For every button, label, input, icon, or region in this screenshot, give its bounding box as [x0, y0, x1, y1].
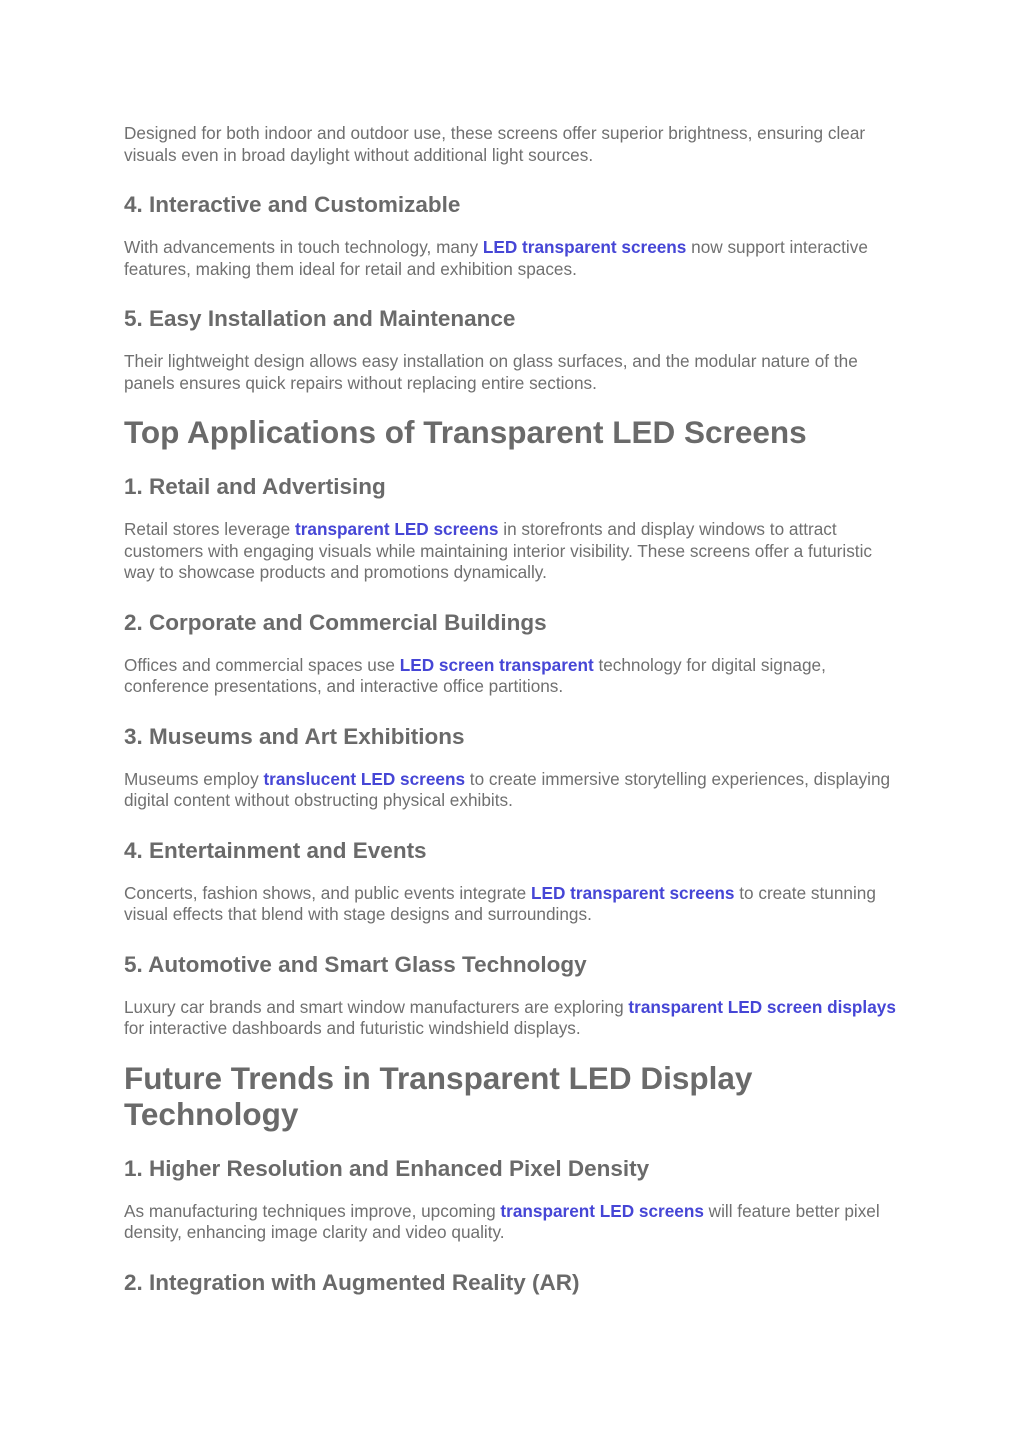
text-segment: Retail stores leverage: [124, 519, 291, 539]
text-segment: With advancements in touch technology, many: [124, 237, 479, 257]
heading-installation-maintenance: 5. Easy Installation and Maintenance: [124, 306, 516, 331]
link-transparent-led-screens[interactable]: transparent LED screens: [290, 519, 499, 539]
paragraph-brightness: Designed for both indoor and outdoor use, these screens offer superior brightness, ensuring clear visuals even in broad daylight without additional light sources.: [124, 123, 866, 165]
heading-automotive-smart-glass: 5. Automotive and Smart Glass Technology: [124, 951, 587, 977]
link-led-transparent-screens[interactable]: LED transparent screens: [526, 882, 735, 903]
heading-retail-advertising: 1. Retail and Advertising: [124, 474, 386, 499]
text-segment: As manufacturing techniques improve, upcoming: [124, 1200, 496, 1221]
text-segment: Concerts, fashion shows, and public events integrate: [124, 882, 527, 903]
text-segment: to create immersive storytelling experiences, displaying digital content without obstructing physical exhibits.: [124, 768, 891, 810]
link-transparent-led-screen-displays[interactable]: transparent LED screen displays: [623, 996, 896, 1017]
text-segment: technology for digital signage, conference presentations, and interactive office partitions.: [124, 654, 826, 696]
paragraph-installation: Their lightweight design allows easy installation on glass surfaces, and the modular nature of the panels ensures quick repairs without replacing entire sections.: [124, 351, 858, 393]
text-segment: Luxury car brands and smart window manufacturers are exploring: [124, 996, 624, 1017]
text-segment: in storefronts and display windows to attract customers with engaging visuals while maintaining interior visibility. These screens offer a futuristic way to showcase products and promotions dynamically.: [124, 519, 872, 582]
heading-interactive-customizable: 4. Interactive and Customizable: [124, 192, 461, 217]
paragraph-retail: [124, 519, 904, 584]
paragraph-entertainment: [124, 883, 904, 926]
paragraph-automotive: [124, 997, 904, 1040]
paragraph-corporate: [124, 655, 904, 698]
text-segment: to create stunning visual effects that blend with stage designs and surroundings.: [124, 882, 876, 924]
text-segment: will feature better pixel density, enhancing image clarity and video quality.: [124, 1200, 880, 1242]
text-segment: now support interactive features, making them ideal for retail and exhibition spaces.: [124, 237, 868, 279]
heading-museums-art: 3. Museums and Art Exhibitions: [124, 723, 465, 749]
document-page: [124, 123, 904, 1297]
heading-entertainment-events: 4. Entertainment and Events: [124, 837, 427, 863]
text-segment: Museums employ: [124, 768, 259, 789]
link-transparent-led-screens[interactable]: transparent LED screens: [495, 1200, 704, 1221]
link-led-screen-transparent[interactable]: LED screen transparent: [394, 654, 594, 675]
heading-higher-resolution: 1. Higher Resolution and Enhanced Pixel Density: [124, 1155, 650, 1181]
heading-future-trends: Future Trends in Transparent LED Display Technology: [124, 1059, 753, 1132]
heading-top-applications: Top Applications of Transparent LED Screens: [124, 414, 807, 450]
heading-corporate-commercial: 2. Corporate and Commercial Buildings: [124, 609, 547, 635]
text-segment: Offices and commercial spaces use: [124, 654, 395, 675]
heading-augmented-reality: 2. Integration with Augmented Reality (AR): [124, 1269, 580, 1295]
link-led-transparent-screens[interactable]: LED transparent screens: [478, 237, 687, 257]
paragraph-interactive: [124, 237, 904, 280]
paragraph-resolution: [124, 1201, 904, 1244]
text-segment: for interactive dashboards and futuristic windshield displays.: [124, 1018, 581, 1038]
link-translucent-led-screens[interactable]: translucent LED screens: [258, 768, 466, 789]
paragraph-museums: [124, 769, 904, 812]
